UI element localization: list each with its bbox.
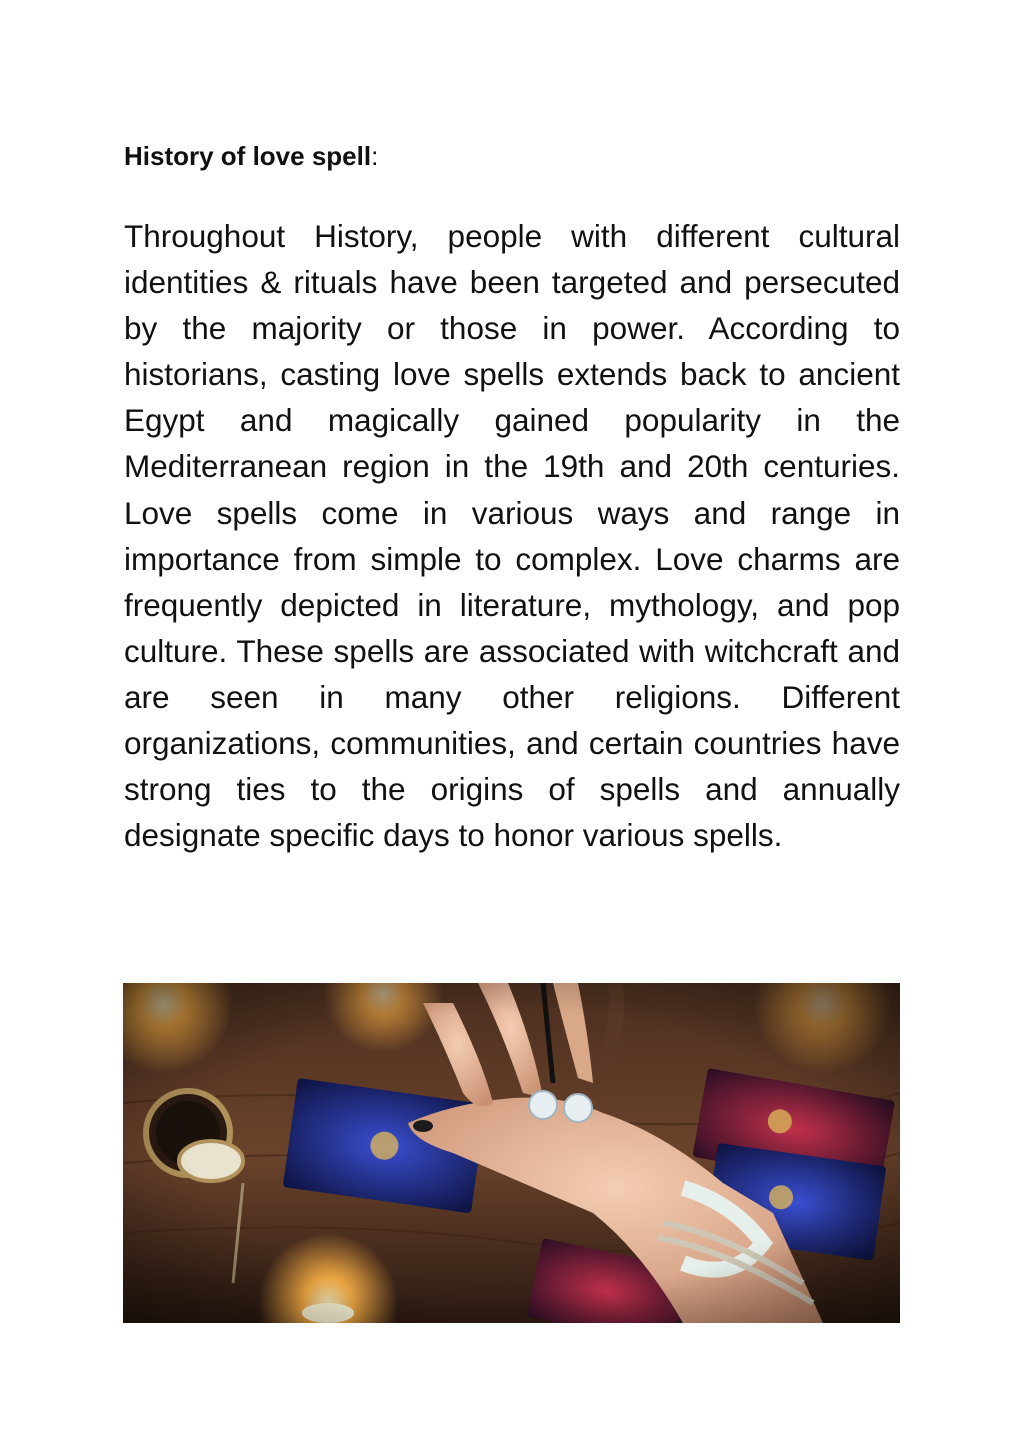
- tarot-hand-photo: [123, 983, 900, 1323]
- heading-colon: :: [371, 141, 379, 171]
- section-heading: [124, 138, 378, 174]
- photo-vignette: [123, 983, 900, 1323]
- body-paragraph: Throughout History, people with different cultural identities & rituals have been targeted and persecuted by the majority or those in power. According to historians, casting love spells extends back to ancient Egypt and magically gained popularity in the Mediterranean region in the 19th and 20th centuries. Love spells come in various ways and range in importance from simple to complex. Love charms are frequently depicted in literature, mythology, and pop culture. These spells are associated with witchcraft and are seen in many other religions. Different organizations, communities, and certain countries have strong ties to the origins of spells and annually designate specific days to honor various spells.: [124, 218, 900, 854]
- photo-illustration: [123, 983, 900, 1323]
- heading-title: History of love spell: [124, 141, 372, 171]
